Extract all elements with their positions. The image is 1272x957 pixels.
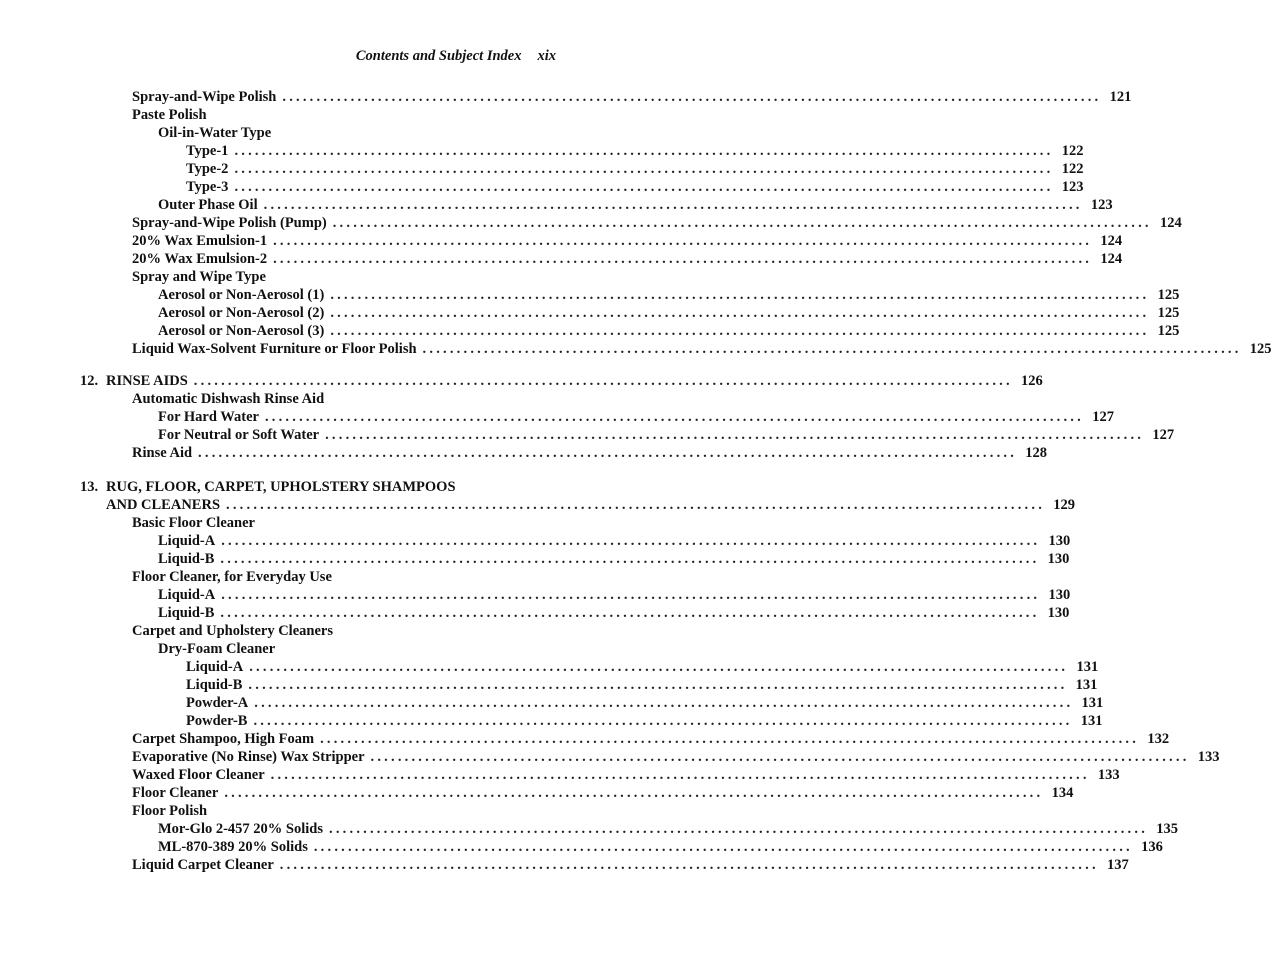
leader-dots: ........................................................................................................................ — [221, 587, 1041, 603]
page-number: 125 — [1157, 323, 1180, 339]
page-number: 132 — [1147, 731, 1170, 747]
toc-entry — [158, 604, 1070, 622]
toc-entry-label: For Neutral or Soft Water — [158, 427, 320, 443]
page-number: 130 — [1048, 533, 1071, 549]
toc-entry — [132, 268, 556, 286]
toc-entry — [158, 820, 1179, 838]
page-number: 131 — [1075, 677, 1098, 693]
toc-entry — [158, 286, 1180, 304]
leader-dots: ........................................................................................................................ — [234, 161, 1054, 177]
toc-entry-label: Dry-Foam Cleaner — [158, 641, 276, 657]
toc-entry — [132, 568, 556, 586]
toc-entry — [132, 250, 1123, 268]
page-folio: xix — [537, 48, 556, 64]
toc-entry — [158, 586, 1071, 604]
toc-entry-label: Oil-in-Water Type — [158, 125, 272, 141]
page-number: 131 — [1080, 713, 1103, 729]
page-number: 125 — [1157, 287, 1180, 303]
toc-entry-label: Liquid-A — [158, 587, 216, 603]
toc-entry — [132, 106, 556, 124]
page-number: 124 — [1100, 233, 1123, 249]
toc-entry — [158, 124, 556, 142]
toc-entry — [132, 232, 1123, 250]
toc-entry-label: Aerosol or Non-Aerosol (2) — [158, 305, 325, 321]
toc-entry-label: ML-870-389 20% Solids — [158, 839, 308, 855]
toc-entry-label: Powder-A — [186, 695, 249, 711]
page-number: 136 — [1141, 839, 1163, 855]
toc-entry — [106, 496, 1076, 514]
toc-entry-label: AND CLEANERS — [106, 497, 221, 513]
leader-dots: ........................................................................................................................ — [422, 341, 1242, 357]
page-number: 137 — [1107, 857, 1129, 873]
toc-entry-label: Spray-and-Wipe Polish — [132, 89, 277, 105]
page-number: 124 — [1100, 251, 1123, 267]
toc-entry-label: Waxed Floor Cleaner — [132, 767, 265, 783]
toc-entry-label: Liquid-A — [186, 659, 244, 675]
toc-entry — [158, 426, 1175, 444]
page-number: 122 — [1061, 143, 1084, 159]
toc-entry-label: Floor Polish — [132, 803, 208, 819]
toc-entry-label: Type-3 — [186, 179, 229, 195]
leader-dots: ........................................................................................................................ — [330, 287, 1150, 303]
toc-entry — [158, 640, 556, 658]
leader-dots: ........................................................................................................................ — [273, 251, 1093, 267]
toc-entry-label: Floor Cleaner, for Everyday Use — [132, 569, 332, 585]
toc-entry-label: Floor Cleaner — [132, 785, 219, 801]
leader-dots: ........................................................................................................................ — [263, 197, 1083, 213]
page-number: 130 — [1047, 551, 1070, 567]
leader-dots: ........................................................................................................................ — [234, 179, 1054, 195]
toc-entry — [186, 160, 1084, 178]
toc-entry-label: Liquid-B — [158, 551, 215, 567]
leader-dots: ........................................................................................................................ — [249, 659, 1069, 675]
toc-entry-label: Liquid-A — [158, 533, 216, 549]
toc-entry-label: Spray-and-Wipe Polish (Pump) — [132, 215, 327, 231]
leader-dots: ........................................................................................................................ — [325, 427, 1145, 443]
toc-entry-label: Carpet and Upholstery Cleaners — [132, 623, 333, 639]
leader-dots: ........................................................................................................................ — [221, 533, 1041, 549]
leader-dots: ........................................................................................................................ — [313, 839, 1133, 855]
leader-dots: ........................................................................................................................ — [370, 749, 1190, 765]
leader-dots: ........................................................................................................................ — [330, 323, 1150, 339]
toc-entry — [186, 178, 1084, 196]
toc-entry-label: Aerosol or Non-Aerosol (3) — [158, 323, 325, 339]
leader-dots: ........................................................................................................................ — [273, 233, 1093, 249]
toc-entry — [186, 676, 1098, 694]
toc-entry-label: 20% Wax Emulsion-2 — [132, 251, 268, 267]
chapter-title: RUG, FLOOR, CARPET, UPHOLSTERY SHAMPOOS — [106, 479, 456, 495]
page-number: 131 — [1076, 659, 1099, 675]
toc-entry — [158, 196, 1113, 214]
toc-entry — [132, 622, 556, 640]
page-number: 127 — [1152, 427, 1175, 443]
toc-entry — [132, 784, 1074, 802]
toc-entry — [80, 372, 1043, 390]
leader-dots: ........................................................................................................................ — [220, 551, 1040, 567]
toc-entry-label: Liquid Carpet Cleaner — [132, 857, 274, 873]
toc-entry — [186, 712, 1103, 730]
toc-entry — [132, 340, 1272, 358]
leader-dots: ........................................................................................................................ — [332, 215, 1152, 231]
toc-entry — [132, 214, 1182, 232]
page-number: 126 — [1021, 373, 1043, 389]
toc-entry — [132, 766, 1120, 784]
page-number: 130 — [1048, 587, 1071, 603]
toc-entry — [186, 658, 1099, 676]
toc-entry — [158, 408, 1114, 426]
page-number: 134 — [1051, 785, 1074, 801]
page-number: 127 — [1092, 409, 1114, 425]
toc-entry — [132, 514, 556, 532]
page-number: 135 — [1156, 821, 1179, 837]
toc-entry — [132, 390, 556, 408]
toc-entry-label: Basic Floor Cleaner — [132, 515, 255, 531]
leader-dots: ........................................................................................................................ — [248, 677, 1068, 693]
leader-dots: ........................................................................................................................ — [279, 857, 1099, 873]
running-header-title: Contents and Subject Index — [355, 48, 522, 64]
toc-entry-label: Evaporative (No Rinse) Wax Stripper — [132, 749, 365, 765]
page-number: 129 — [1053, 497, 1076, 513]
leader-dots: ........................................................................................................................ — [253, 713, 1073, 729]
toc-entry-label: Carpet Shampoo, High Foam — [132, 731, 315, 747]
leader-dots: ........................................................................................................................ — [264, 409, 1084, 425]
toc-entry-label: Liquid-B — [186, 677, 243, 693]
toc-entry — [80, 478, 556, 496]
leader-dots: ........................................................................................................................ — [329, 821, 1149, 837]
chapter-number: 12. — [80, 373, 99, 389]
leader-dots: ........................................................................................................................ — [254, 695, 1074, 711]
toc-entry — [158, 532, 1071, 550]
page-number: 125 — [1249, 341, 1272, 357]
toc-entry-label: Aerosol or Non-Aerosol (1) — [158, 287, 325, 303]
toc-entry — [132, 88, 1132, 106]
toc-entry — [186, 142, 1084, 160]
toc-entry-label: Outer Phase Oil — [158, 197, 258, 213]
toc-entry — [186, 694, 1104, 712]
toc-entry — [132, 856, 1129, 874]
toc-entry-label: Liquid-B — [158, 605, 215, 621]
page-number: 131 — [1081, 695, 1104, 711]
toc-entry-label: Liquid Wax-Solvent Furniture or Floor Polish — [132, 341, 417, 357]
toc-entry — [132, 802, 556, 820]
leader-dots: ........................................................................................................................ — [330, 305, 1150, 321]
chapter-title: RINSE AIDS — [106, 373, 188, 389]
toc-entry — [132, 730, 1170, 748]
page-number: 123 — [1061, 179, 1084, 195]
toc-entry — [132, 748, 1220, 766]
leader-dots: ........................................................................................................................ — [226, 497, 1046, 513]
toc-entry-label: 20% Wax Emulsion-1 — [132, 233, 268, 249]
toc-entry-label: For Hard Water — [158, 409, 259, 425]
leader-dots: ........................................................................................................................ — [270, 767, 1090, 783]
page-number: 133 — [1097, 767, 1120, 783]
leader-dots: ........................................................................................................................ — [198, 445, 1018, 461]
page-number: 121 — [1109, 89, 1132, 105]
toc-entry-label: Automatic Dishwash Rinse Aid — [132, 391, 325, 407]
page-number: 128 — [1025, 445, 1048, 461]
page-number: 125 — [1157, 305, 1180, 321]
toc-entry-label: Mor-Glo 2-457 20% Solids — [158, 821, 324, 837]
toc-entry — [158, 304, 1180, 322]
chapter-number: 13. — [80, 479, 99, 495]
page-number: 122 — [1061, 161, 1084, 177]
toc-entry — [158, 550, 1070, 568]
toc-entry-label: Spray and Wipe Type — [132, 269, 266, 285]
leader-dots: ........................................................................................................................ — [193, 373, 1013, 389]
toc-entry-label: Rinse Aid — [132, 445, 193, 461]
leader-dots: ........................................................................................................................ — [282, 89, 1102, 105]
toc-entry — [158, 838, 1163, 856]
toc-entry-label: Paste Polish — [132, 107, 207, 123]
leader-dots: ........................................................................................................................ — [224, 785, 1044, 801]
toc-entry — [158, 322, 1180, 340]
page-number: 130 — [1047, 605, 1070, 621]
toc-entry-label: Powder-B — [186, 713, 248, 729]
page-number: 133 — [1197, 749, 1220, 765]
leader-dots: ........................................................................................................................ — [320, 731, 1140, 747]
running-header — [356, 48, 556, 65]
page-number: 123 — [1090, 197, 1113, 213]
leader-dots: ........................................................................................................................ — [220, 605, 1040, 621]
toc-entry-label: Type-2 — [186, 161, 229, 177]
page-number: 124 — [1159, 215, 1182, 231]
toc-entry — [132, 444, 1048, 462]
toc-entry-label: Type-1 — [186, 143, 229, 159]
leader-dots: ........................................................................................................................ — [234, 143, 1054, 159]
